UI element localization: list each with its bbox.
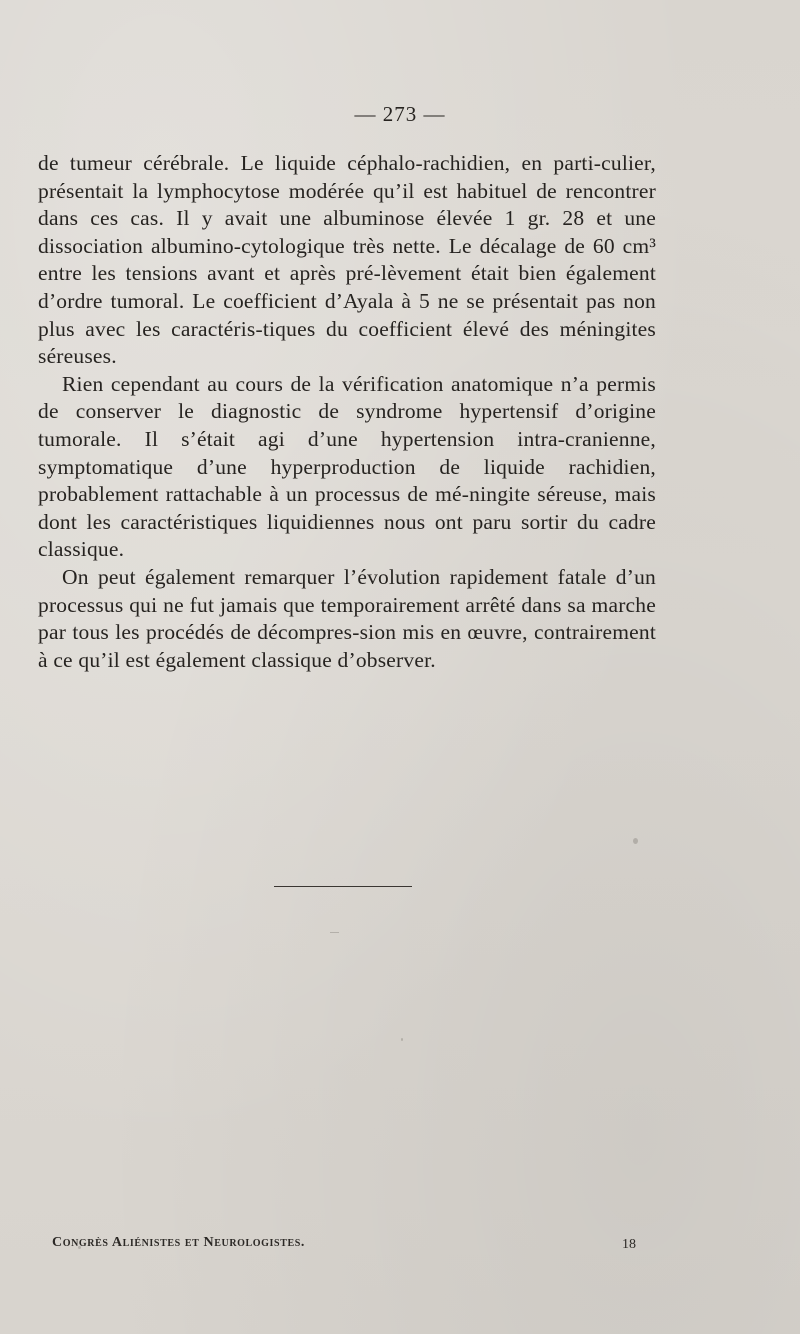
paragraph-1: de tumeur cérébrale. Le liquide céphalo-rachidien, en parti-culier, présentait la lymphocytose modérée qu’il est habituel de rencontrer dans ces cas. Il y avait une albuminose élevée 1 gr. 28 et une dissociation albumino-cytologique très nette. Le décalage de 60 cm³ entre les tensions avant et après pré-lèvement était bien également d’ordre tumoral. Le coefficient d’Ayala à 5 ne se présentait pas non plus avec les caractéris-tiques du coefficient élevé des méningites séreuses.: [38, 151, 656, 369]
footer-signature: Congrès Aliénistes et Neurologistes.: [52, 1235, 306, 1250]
section-divider-rule: [274, 886, 412, 887]
page-number-header: — 273 —: [354, 102, 446, 126]
paragraph-2: Rien cependant au cours de la vérification anatomique n’a permis de conserver le diagnostic de syndrome hypertensif d’origine tumorale. Il s’était agi d’une hypertension intra-cranienne, symptomatique d’une hyperproduction de liquide rachidien, probablement rattachable à un processus de mé-ningite séreuse, mais dont les caractéristiques liquidiennes nous ont paru sortir du cadre classique.: [38, 371, 656, 562]
paper-speck: [401, 1038, 403, 1041]
paper-speck: [330, 932, 339, 933]
paragraph-3: On peut également remarquer l’évolution rapidement fatale d’un processus qui ne fut jamais que temporairement arrêté dans sa marche par tous les procédés de décompres-sion mis en œuvre, contrairement à ce qu’il est également classique d’observer.: [38, 564, 656, 672]
body-text: [38, 150, 656, 674]
paper-speck: [633, 838, 638, 844]
paper-speck: [78, 1246, 81, 1249]
footer-sheet-number: 18: [622, 1237, 636, 1252]
